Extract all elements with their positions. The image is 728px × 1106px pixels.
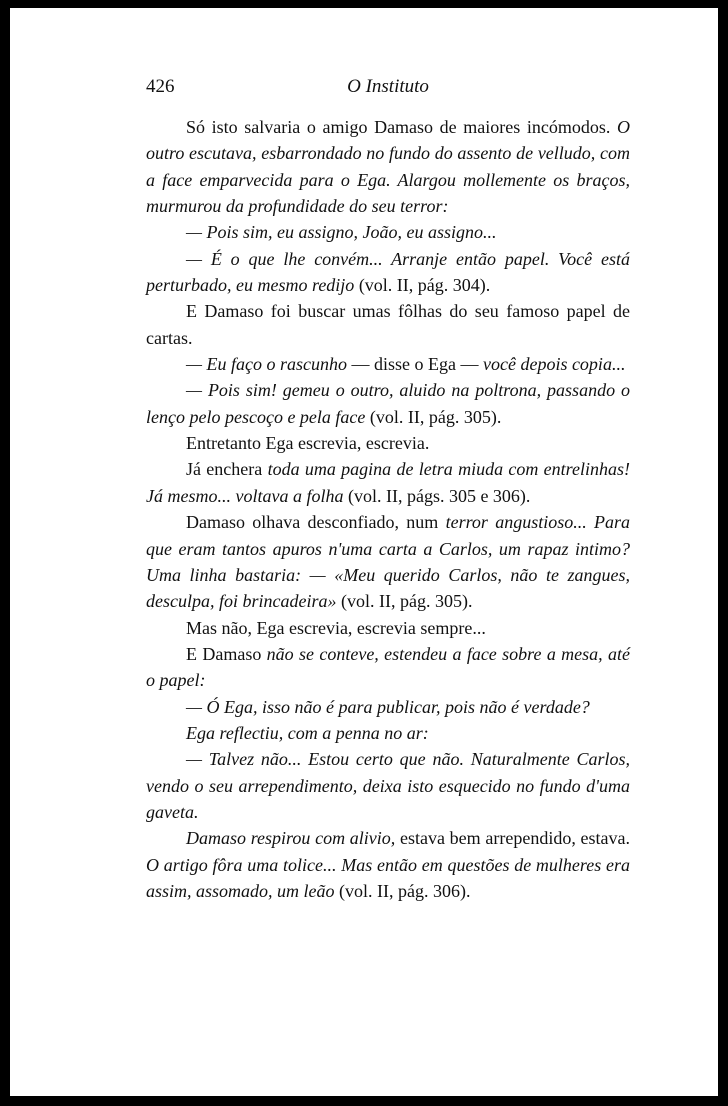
page bbox=[10, 8, 718, 1096]
text-span: toda uma pagina de letra miuda com entrelinhas! Já mesmo... voltava a folha bbox=[146, 459, 630, 506]
paragraph bbox=[146, 219, 630, 245]
paragraph bbox=[146, 641, 630, 694]
text-span: (vol. II, pág. 304). bbox=[354, 275, 491, 296]
paragraph bbox=[146, 746, 630, 825]
body-text bbox=[146, 114, 630, 904]
paragraph bbox=[146, 246, 630, 299]
paragraph bbox=[146, 377, 630, 430]
text-span: (vol. II, pág. 305). bbox=[365, 406, 502, 427]
paragraph bbox=[146, 298, 630, 351]
text-span: estava bem arrependido, estava. bbox=[395, 828, 630, 849]
text-span: você depois copia... bbox=[482, 354, 626, 375]
text-span: — Eu faço o rascunho bbox=[186, 354, 347, 375]
paragraph bbox=[146, 720, 630, 746]
text-span: Damaso respirou com alivio, bbox=[186, 828, 396, 849]
text-span: — Ó Ega, isso não é para publicar, pois não é verdade? bbox=[186, 696, 590, 717]
text-span: terror angustioso... Para que eram tantos apuros n'uma carta a Carlos, um rapaz intimo? Uma linha bastaria: — «Meu querido Carlos, não te zangues, desculpa, foi brincadeira» bbox=[146, 512, 630, 612]
text-span: O artigo fôra uma tolice... Mas então em questões de mulheres era assim, assomado, um leão bbox=[146, 854, 630, 901]
page-number: 426 bbox=[146, 76, 175, 97]
paragraph bbox=[146, 114, 630, 219]
paragraph bbox=[146, 694, 630, 720]
paragraph bbox=[146, 509, 630, 614]
text-span: Ega reflectiu, com a penna no ar: bbox=[186, 722, 429, 743]
text-span: não se conteve, estendeu a face sobre a mesa, até o papel: bbox=[146, 643, 630, 691]
text-span: Entretanto Ega escrevia, escrevia. bbox=[186, 433, 430, 454]
paragraph bbox=[146, 825, 630, 904]
text-span: Mas não, Ega escrevia, escrevia sempre... bbox=[186, 617, 486, 638]
text-span: — Talvez não... Estou certo que não. Naturalmente Carlos, vendo o seu arrependimento, deixa isto esquecido no fundo d'uma gaveta. bbox=[146, 749, 630, 822]
text-span: (vol. II, pág. 305). bbox=[336, 591, 473, 612]
text-span: Damaso olhava desconfiado, num bbox=[186, 512, 446, 533]
text-span: Já enchera bbox=[186, 459, 268, 480]
page-header bbox=[146, 76, 630, 100]
paragraph bbox=[146, 430, 630, 456]
text-span: — É o que lhe convém... Arranje então papel. Você está perturbado, eu mesmo redijo bbox=[146, 248, 630, 296]
running-title: O Instituto bbox=[347, 76, 429, 97]
text-span: O outro escutava, esbarrondado no fundo do assento de velludo, com a face emparvecida para o Ega. Alargou mollemente os braços, murmurou da profundidade do seu terror: bbox=[146, 117, 630, 217]
paragraph bbox=[146, 351, 630, 377]
paragraph bbox=[146, 456, 630, 509]
text-span: E Damaso foi buscar umas fôlhas do seu famoso papel de cartas. bbox=[146, 301, 630, 348]
text-span: — disse o Ega — bbox=[347, 354, 483, 375]
text-span: E Damaso bbox=[186, 643, 267, 664]
text-span: (vol. II, págs. 305 e 306). bbox=[343, 485, 531, 506]
text-span: — Pois sim, eu assigno, João, eu assigno... bbox=[186, 222, 497, 243]
paragraph bbox=[146, 615, 630, 641]
text-span: Só isto salvaria o amigo Damaso de maiores incómodos. bbox=[186, 117, 611, 137]
text-span: — Pois sim! gemeu o outro, aluido na poltrona, passando o lenço pelo pescoço e pela face bbox=[146, 380, 630, 427]
text-span: (vol. II, pág. 306). bbox=[334, 880, 471, 901]
